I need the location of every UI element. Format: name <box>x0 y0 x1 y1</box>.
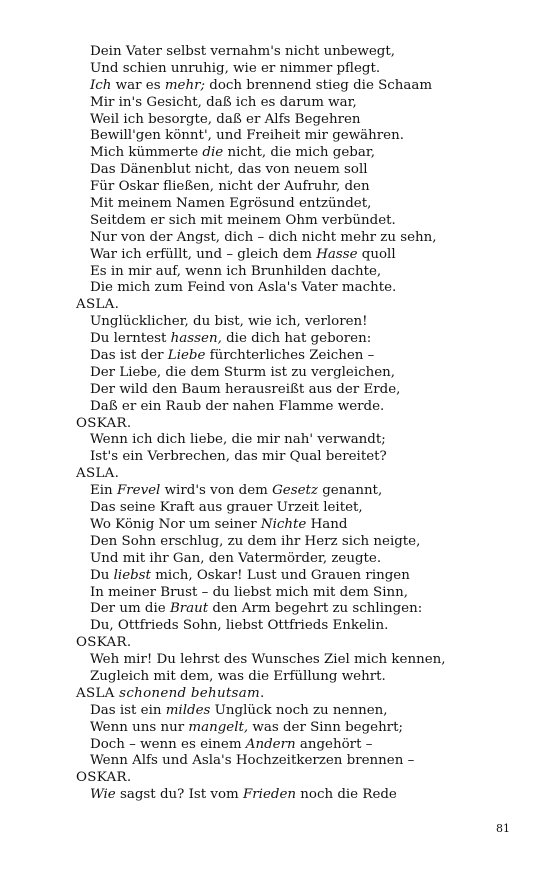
text-segment: Dein Vater selbst vernahm's nicht unbewegt, <box>90 44 396 59</box>
verse-line <box>76 669 516 686</box>
verse-line <box>76 280 516 297</box>
text-segment: Wo König Nor um seiner <box>90 516 261 532</box>
verse-line <box>76 314 516 331</box>
italic-segment: Gesetz <box>272 483 318 499</box>
verse-line <box>76 551 516 568</box>
verse-line <box>76 618 516 635</box>
text-segment: noch die Rede <box>296 787 397 803</box>
text-segment: Wenn ich dich liebe, die mir nah' verwandt; <box>90 432 386 448</box>
text-segment: Der Liebe, die dem Sturm ist zu vergleichen, <box>90 364 396 380</box>
verse-line <box>76 432 516 449</box>
text-segment: angehört – <box>295 736 373 752</box>
text-segment: OSKAR. <box>76 635 132 651</box>
italic-segment: Frevel <box>116 483 161 499</box>
verse-line <box>76 703 516 720</box>
text-segment: war es <box>111 77 165 93</box>
text-segment: Ist's ein Verbrechen, das mir Qual bereitet? <box>90 449 387 465</box>
verse-line <box>76 61 516 78</box>
text-segment: Daß er ein Raub der nahen Flamme werde. <box>90 398 385 414</box>
verse-line <box>76 601 516 618</box>
page-number: 81 <box>496 822 510 835</box>
text-segment: In meiner Brust – du liebst mich mit dem Sinn, <box>90 584 409 600</box>
verse-line <box>76 162 516 179</box>
text-segment: Wenn uns nur <box>90 719 189 735</box>
text-segment: Das seine Kraft aus grauer Urzeit leitet, <box>90 500 363 516</box>
text-segment: ASLA. <box>76 297 120 313</box>
italic-segment: mildes <box>165 702 211 718</box>
italic-segment: Ich <box>90 77 112 93</box>
verse-line <box>76 145 516 162</box>
text-segment: doch brennend stieg die Schaam <box>205 77 433 93</box>
verse-line <box>76 348 516 365</box>
verse-line <box>76 112 516 129</box>
verse-line <box>76 517 516 534</box>
verse-line <box>76 534 516 551</box>
italic-segment: schonend behutsam <box>119 685 261 701</box>
text-segment: Mir in's Gesicht, daß ich es darum war, <box>90 94 357 110</box>
verse-line <box>76 483 516 500</box>
text-segment: Hand <box>306 516 348 532</box>
text-segment: Unglück noch zu nennen, <box>210 702 388 718</box>
text-segment: Wenn Alfs und Asla's Hochzeitkerzen brennen – <box>90 753 415 769</box>
text-segment: Es in mir auf, wenn ich Brunhilden dachte, <box>90 263 382 279</box>
verse-line <box>76 500 516 517</box>
text-segment: quoll <box>357 246 396 262</box>
speaker-label <box>76 770 516 787</box>
speaker-label <box>76 416 516 433</box>
verse-line <box>76 585 516 602</box>
italic-segment: mangelt, <box>188 719 249 735</box>
verse-line <box>76 179 516 196</box>
text-segment: was der Sinn begehrt; <box>248 719 403 735</box>
text-segment: Das Dänenblut nicht, das von neuem soll <box>90 162 368 178</box>
text-segment: Das ist ein <box>90 702 166 718</box>
text-segment: Der wild den Baum herausreißt aus der Erde, <box>90 381 401 397</box>
italic-segment: die <box>202 145 224 161</box>
text-segment: Für Oskar fließen, nicht der Aufruhr, den <box>90 179 370 195</box>
verse-line <box>76 78 516 95</box>
text-segment: ASLA <box>76 685 120 701</box>
italic-segment: Wie <box>90 787 116 803</box>
verse-line <box>76 399 516 416</box>
text-segment: mich, Oskar! Lust und Grauen ringen <box>150 567 410 583</box>
italic-segment: Andern <box>245 736 296 752</box>
text-segment: Weh mir! Du lehrst des Wunsches Ziel mich kennen, <box>90 652 446 668</box>
text-segment: Ein <box>90 483 117 499</box>
text-segment: wird's von dem <box>160 483 273 499</box>
italic-segment: mehr; <box>164 77 206 93</box>
text-segment: sagst du? Ist vom <box>115 787 243 803</box>
italic-segment: Nichte <box>260 516 307 532</box>
verse-line <box>76 196 516 213</box>
verse-line <box>76 382 516 399</box>
text-segment: Zugleich mit dem, was die Erfüllung wehrt. <box>90 668 386 684</box>
speaker-label <box>76 686 516 703</box>
verse-line <box>76 753 516 770</box>
text-segment: Doch – wenn es einem <box>90 736 246 752</box>
text-segment: ASLA. <box>76 466 120 482</box>
text-segment: Mich kümmerte <box>90 145 203 161</box>
text-segment: Und mit ihr Gan, den Vatermörder, zeugte. <box>90 550 382 566</box>
verse-line <box>76 737 516 754</box>
text-segment: Nur von der Angst, dich – dich nicht mehr zu sehn, <box>90 229 437 245</box>
italic-segment: Hasse <box>316 246 358 262</box>
verse-line <box>76 787 516 804</box>
text-segment: OSKAR. <box>76 770 132 786</box>
verse-line <box>76 95 516 112</box>
verse-line <box>76 247 516 264</box>
italic-segment: hassen, <box>170 331 222 347</box>
text-segment: Das ist der <box>90 348 168 364</box>
text-segment: Weil ich besorgte, daß er Alfs Begehren <box>90 111 361 127</box>
text-segment: Du <box>90 567 114 583</box>
italic-segment: Liebe <box>167 348 206 364</box>
text-segment: Seitdem er sich mit meinem Ohm verbündet. <box>90 212 396 228</box>
text-segment: nicht, die mich gebar, <box>223 145 376 161</box>
text-segment: den Arm begehrt zu schlingen: <box>208 601 423 617</box>
verse-line <box>76 449 516 466</box>
speaker-label <box>76 297 516 314</box>
text-segment: OSKAR. <box>76 415 132 431</box>
verse-line <box>76 720 516 737</box>
text-segment: Bewill'gen könnt', und Freiheit mir gewähren. <box>90 128 404 144</box>
verse-line <box>76 264 516 281</box>
verse-line <box>76 230 516 247</box>
verse-line <box>76 365 516 382</box>
verse-line <box>76 331 516 348</box>
verse-line <box>76 128 516 145</box>
text-segment: Der um die <box>90 601 170 617</box>
italic-segment: Frieden <box>242 787 296 803</box>
text-segment: Unglücklicher, du bist, wie ich, verloren! <box>90 314 368 330</box>
drama-text-block <box>76 44 516 804</box>
text-segment: . <box>260 685 265 701</box>
text-segment: Mit meinem Namen Egrösund entzündet, <box>90 196 372 212</box>
text-segment: Und schien unruhig, wie er nimmer pflegt. <box>90 60 381 76</box>
text-segment: genannt, <box>317 483 383 499</box>
speaker-label <box>76 635 516 652</box>
text-segment: die dich hat geboren: <box>221 331 372 347</box>
italic-segment: Braut <box>169 601 209 617</box>
text-segment: Du lerntest <box>90 331 171 347</box>
text-segment: Du, Ottfrieds Sohn, liebst Ottfrieds Enkelin. <box>90 618 389 634</box>
text-segment: Die mich zum Feind von Asla's Vater machte. <box>90 280 397 296</box>
verse-line <box>76 213 516 230</box>
verse-line <box>76 652 516 669</box>
text-segment: War ich erfüllt, und – gleich dem <box>90 246 317 262</box>
verse-line <box>76 568 516 585</box>
text-segment: Den Sohn erschlug, zu dem ihr Herz sich neigte, <box>90 533 421 549</box>
text-segment: fürchterliches Zeichen – <box>205 348 375 364</box>
verse-line <box>76 44 516 61</box>
speaker-label <box>76 466 516 483</box>
italic-segment: liebst <box>113 567 151 583</box>
